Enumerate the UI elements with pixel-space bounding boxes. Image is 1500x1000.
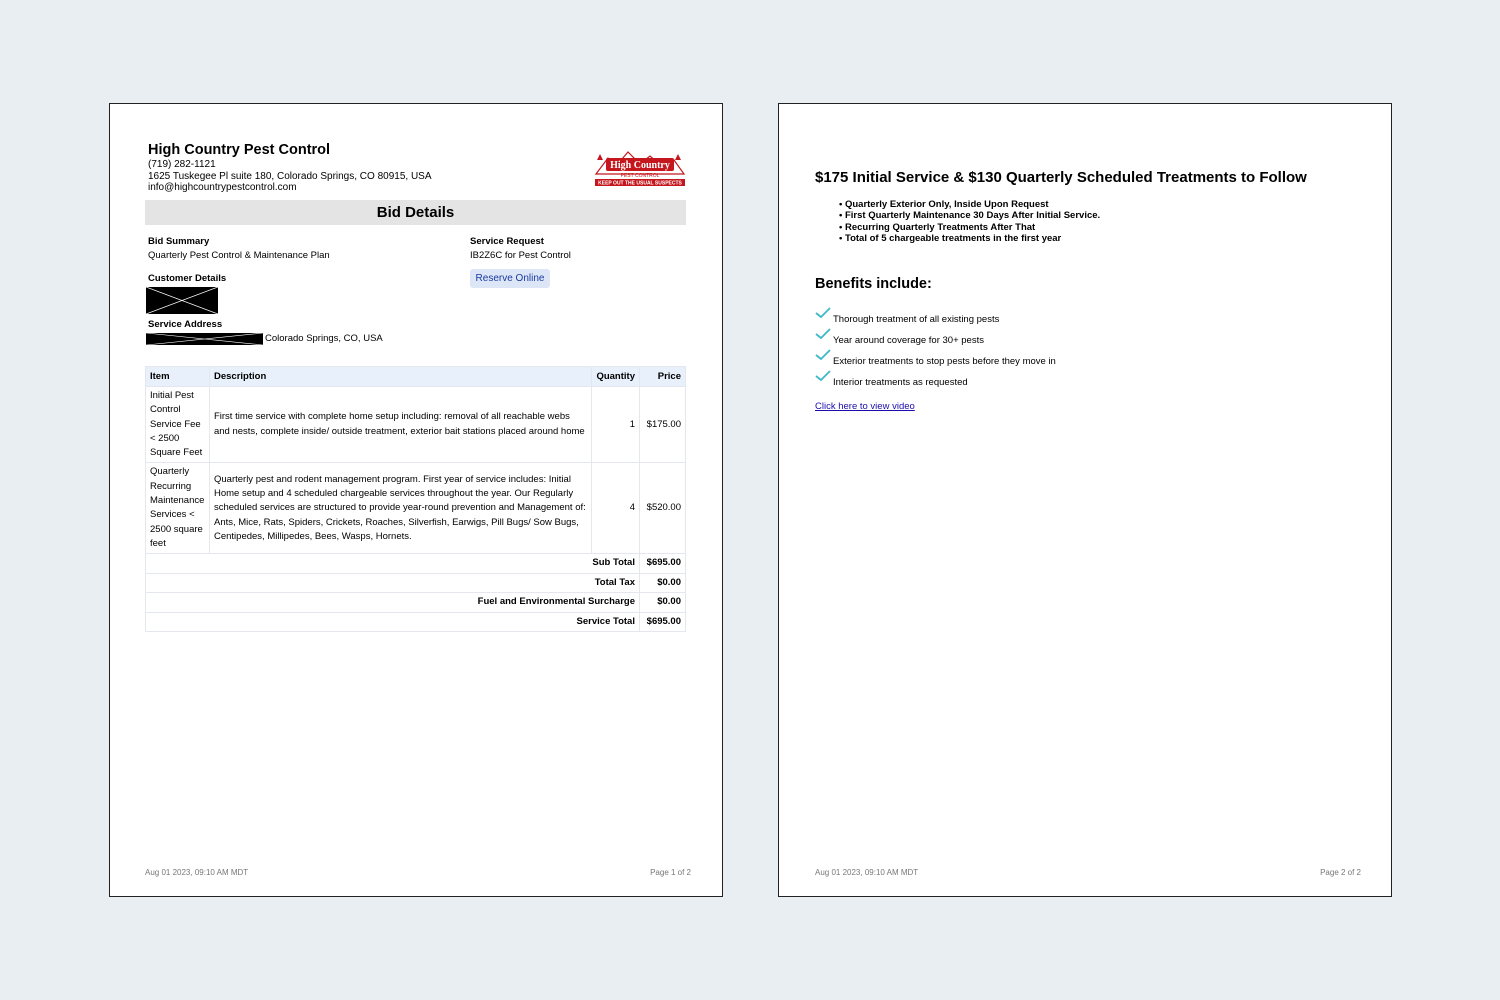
total-tax-row: [146, 573, 686, 593]
benefits-heading: Benefits include:: [815, 276, 932, 292]
subtotal-row: [146, 554, 686, 574]
benefit-text: Interior treatments as requested: [833, 377, 968, 388]
table-row: [146, 387, 686, 463]
checkmark-icon: [815, 328, 831, 340]
benefit-item: [815, 328, 1215, 349]
surcharge-label: Fuel and Environmental Surcharge: [146, 593, 640, 613]
line-items-table: [145, 366, 686, 632]
total-tax-value: $0.00: [639, 573, 685, 593]
checkmark-icon: [815, 307, 831, 319]
logo-title: High Country: [610, 160, 670, 171]
list-item: • First Quarterly Maintenance 30 Days After Initial Service.: [839, 210, 1100, 221]
document-page-1: [109, 103, 723, 897]
row-item: Initial Pest Control Service Fee < 2500 Square Feet: [146, 387, 210, 463]
company-phone: (719) 282-1121: [148, 159, 216, 170]
benefit-text: Exterior treatments to stop pests before they move in: [833, 356, 1056, 367]
row-price: $175.00: [639, 387, 685, 463]
row-quantity: 4: [592, 463, 640, 554]
surcharge-value: $0.00: [639, 593, 685, 613]
company-address: 1625 Tuskegee Pl suite 180, Colorado Springs, CO 80915, USA: [148, 171, 432, 182]
document-page-2: [778, 103, 1392, 897]
service-total-row: [146, 612, 686, 632]
service-address-label: Service Address: [148, 319, 223, 330]
company-name: High Country Pest Control: [148, 142, 331, 158]
service-total-label: Service Total: [146, 612, 640, 632]
checkmark-icon: [815, 370, 831, 382]
benefit-text: Thorough treatment of all existing pests: [833, 314, 1000, 325]
footer-page-number: Page 1 of 2: [650, 868, 691, 877]
subtotal-label: Sub Total: [146, 554, 640, 574]
bid-details-heading: Bid Details: [145, 200, 686, 225]
redacted-street-address: [146, 333, 263, 345]
row-quantity: 1: [592, 387, 640, 463]
row-price: $520.00: [639, 463, 685, 554]
table-row: [146, 463, 686, 554]
list-item: • Recurring Quarterly Treatments After That: [839, 222, 1100, 233]
column-header-price: Price: [639, 367, 685, 387]
row-description: Quarterly pest and rodent management program. First year of service includes: Initial Home setup and 4 scheduled chargeable services throughout the year. Our Regularly scheduled services are structured to provide year-round prevention and Management of: Ants, Mice, Rats, Spiders, Crickets, Roaches, Silverfish, Earwigs, Pill Bugs/ Sow Bugs, Centipedes, Millipedes, Bees, Wasps, Hornets.: [209, 463, 591, 554]
benefit-item: [815, 307, 1215, 328]
offer-title: $175 Initial Service & $130 Quarterly Scheduled Treatments to Follow: [815, 169, 1307, 186]
checkmark-icon: [815, 349, 831, 361]
table-header-row: [146, 367, 686, 387]
service-address-value: Colorado Springs, CO, USA: [265, 333, 383, 344]
list-item: • Quarterly Exterior Only, Inside Upon Request: [839, 199, 1100, 210]
surcharge-row: [146, 593, 686, 613]
logo-tagline: KEEP OUT THE USUAL SUSPECTS: [598, 180, 682, 186]
reserve-online-button[interactable]: Reserve Online: [470, 269, 550, 288]
bid-summary-value: Quarterly Pest Control & Maintenance Plan: [148, 250, 330, 261]
total-tax-label: Total Tax: [146, 573, 640, 593]
subtotal-value: $695.00: [639, 554, 685, 574]
row-description: First time service with complete home setup including: removal of all reachable webs and nests, complete inside/ outside treatment, exterior bait stations placed around home: [209, 387, 591, 463]
logo-subtitle: PEST CONTROL: [620, 173, 660, 179]
service-request-label: Service Request: [470, 236, 544, 247]
column-header-description: Description: [209, 367, 591, 387]
benefit-item: [815, 349, 1215, 370]
column-header-quantity: Quantity: [592, 367, 640, 387]
offer-bullet-list: [839, 199, 1100, 245]
bid-summary-label: Bid Summary: [148, 236, 210, 247]
redacted-customer-name: [146, 287, 218, 314]
list-item: • Total of 5 chargeable treatments in the first year: [839, 233, 1100, 244]
column-header-item: Item: [146, 367, 210, 387]
service-request-value: IB2Z6C for Pest Control: [470, 250, 571, 261]
footer-page-number: Page 2 of 2: [1320, 868, 1361, 877]
footer-date: Aug 01 2023, 09:10 AM MDT: [145, 868, 249, 877]
customer-details-label: Customer Details: [148, 273, 227, 284]
row-item: Quarterly Recurring Maintenance Services < 2500 square feet: [146, 463, 210, 554]
view-video-link[interactable]: Click here to view video: [815, 401, 915, 412]
company-email: info@highcountrypestcontrol.com: [148, 182, 297, 193]
benefit-item: [815, 370, 1215, 391]
service-total-value: $695.00: [639, 612, 685, 632]
footer-date: Aug 01 2023, 09:10 AM MDT: [815, 868, 919, 877]
company-logo: [594, 148, 686, 186]
benefit-text: Year around coverage for 30+ pests: [833, 335, 984, 346]
